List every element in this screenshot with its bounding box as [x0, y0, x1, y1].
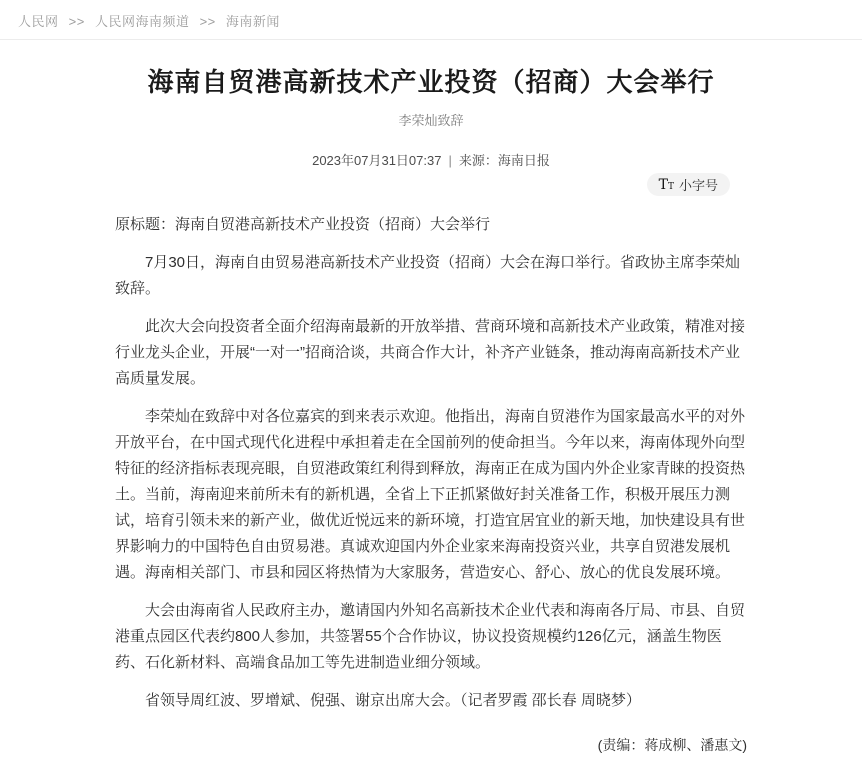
breadcrumb-item-hainan-channel[interactable]: 人民网海南频道	[94, 14, 190, 29]
breadcrumb-item-peoples-daily[interactable]: 人民网	[18, 14, 59, 29]
source-label: 来源：	[458, 153, 498, 168]
article-subtitle: 李荣灿致辞	[398, 113, 464, 128]
article-title: 海南自贸港高新技术产业投资（招商）大会举行	[147, 67, 715, 97]
meta-separator: |	[448, 153, 452, 168]
article-toolbar	[115, 173, 747, 196]
article-paragraph: 李荣灿在致辞中对各位嘉宾的到来表示欢迎。他指出，海南自贸港作为国家最高水平的对外开放平台，在中国式现代化进程中承担着走在全国前列的使命担当。今年以来，海南体现外向型特征的经济指标表现亮眼，自贸港政策红利得到释放，海南正在成为国内外企业家青睐的投资热土。当前，海南迎来前所未有的新机遇，全省上下正抓紧做好封关准备工作，积极开展压力测试，培育引领未来的新产业，做优近悦远来的新环境，打造宜居宜业的新天地，加快建设具有世界影响力的中国特色自由贸易港。真诚欢迎国内外企业家来海南投资兴业，共享自贸港发展机遇。海南相关部门、市县和园区将热情为大家服务，营造安心、舒心、放心的优良发展环境。	[115, 408, 746, 581]
article-body	[115, 212, 747, 714]
breadcrumb-item-hainan-news[interactable]: 海南新闻	[225, 14, 280, 29]
article-paragraph: 7月30日，海南自由贸易港高新技术产业投资（招商）大会在海口举行。省政协主席李荣灿致辞。	[115, 254, 741, 297]
article-paragraph: 此次大会向投资者全面介绍海南最新的开放举措、营商环境和高新技术产业政策，精准对接行业龙头企业，开展“一对一”招商洽谈，共商合作大计，补齐产业链条，推动海南高新技术产业高质量发展。	[115, 318, 746, 387]
breadcrumb	[0, 0, 862, 39]
font-size-button-label: 小字号	[678, 178, 718, 193]
original-title-line: 原标题：海南自贸港高新技术产业投资（招商）大会举行	[115, 216, 491, 233]
publish-datetime: 2023年07月31日07:37	[312, 153, 442, 168]
breadcrumb-separator: >>	[199, 14, 216, 29]
source-name: 海南日报	[497, 153, 550, 168]
article-meta	[115, 150, 747, 169]
font-size-icon: T T	[658, 176, 674, 193]
article-paragraph: 大会由海南省人民政府主办，邀请国内外知名高新技术企业代表和海南各厅局、市县、自贸港重点园区代表约800人参加，共签署55个合作协议，协议投资规模约126亿元，涵盖生物医药、石化新材料、高端食品加工等先进制造业细分领域。	[115, 602, 746, 671]
article-paragraph: 省领导周红波、罗增斌、倪强、谢京出席大会。（记者罗霞 邵长春 周晓梦）	[145, 692, 641, 709]
header-divider	[0, 39, 862, 40]
breadcrumb-separator: >>	[68, 14, 85, 29]
font-size-button[interactable]	[647, 173, 730, 196]
article-container	[115, 65, 747, 767]
editors-note: (责编：蒋成柳、潘惠文)	[597, 737, 747, 753]
